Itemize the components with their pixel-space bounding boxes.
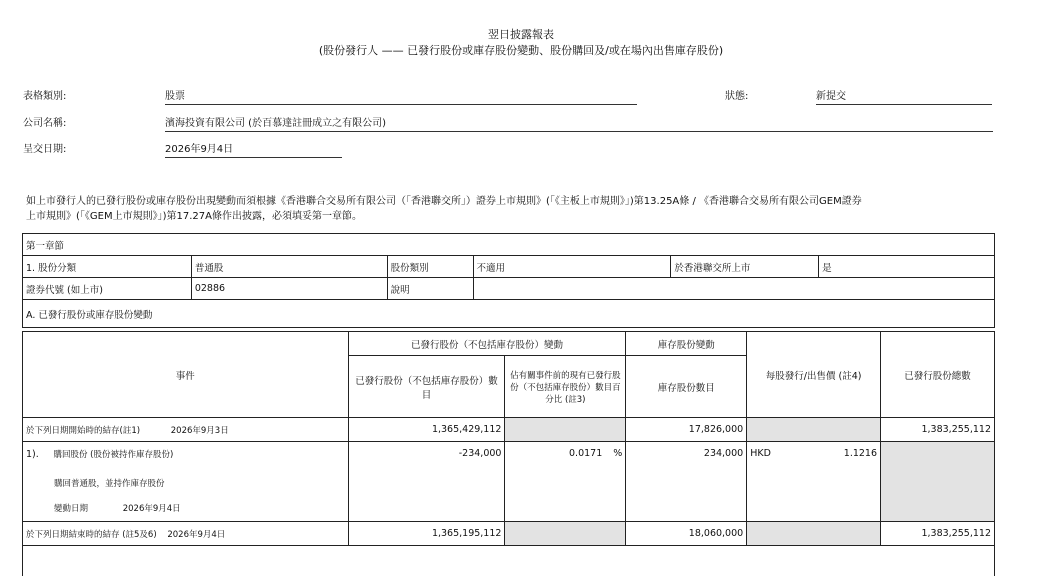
sectionA-title: A. 已發行股份或庫存股份變動 — [23, 300, 995, 328]
opening-balance-row — [23, 418, 995, 442]
header-event: 事件 — [23, 332, 349, 418]
change-date-label: 變動日期 — [54, 504, 89, 514]
change-date: 2026年9月4日 — [122, 504, 181, 514]
closing-date: 2026年9月4日 — [167, 529, 226, 540]
header-issued-group: 已發行股份（不包括庫存股份）變動 — [348, 332, 626, 356]
closing-treasury: 18,060,000 — [626, 522, 747, 546]
event-price-cell — [747, 442, 881, 522]
event-number: 1). — [26, 449, 39, 460]
form-type-value: 股票 — [165, 87, 637, 105]
event-price: 1.1216 — [843, 448, 878, 459]
header-issued-pct: 佔有關事件前的現有已發行股份（不包括庫存股份）數目百分比 (註3) — [505, 356, 626, 418]
section1-title: 第一章節 — [23, 234, 995, 256]
stock-code-value: 02886 — [191, 278, 387, 300]
event-treasury: 234,000 — [626, 442, 747, 522]
opening-label: 於下列日期開始時的結存(註1) — [26, 425, 141, 436]
listed-label: 於香港聯交所上市 — [671, 256, 819, 278]
opening-total: 1,383,255,112 — [881, 418, 995, 442]
closing-pct-blank — [505, 522, 626, 546]
opening-label-cell — [23, 418, 349, 442]
stock-code-label: 證券代號 (如上市) — [23, 278, 192, 300]
event-row — [23, 442, 995, 522]
header-treasury-group: 庫存股份變動 — [626, 332, 747, 356]
date-label: 呈交日期: — [23, 144, 67, 155]
closing-issued: 1,365,195,112 — [348, 522, 505, 546]
event-desc-cell — [23, 442, 349, 522]
header-issued-count: 已發行股份（不包括庫存股份）數目 — [348, 356, 505, 418]
date-value: 2026年9月4日 — [165, 140, 342, 158]
header-price: 每股發行/出售價 (註4) — [747, 332, 881, 418]
form-type-label: 表格類別: — [23, 91, 67, 102]
company-value: 濱海投資有限公司 (於百慕達註冊成立之有限公司) — [165, 114, 993, 132]
status-value: 新提交 — [816, 87, 992, 105]
share-class-label: 1. 股份分類 — [23, 256, 192, 278]
closing-total: 1,383,255,112 — [881, 522, 995, 546]
closing-balance-row — [23, 522, 995, 546]
header-treasury-count: 庫存股份數目 — [626, 356, 747, 418]
event-currency: HKD — [750, 448, 771, 459]
opening-issued: 1,365,429,112 — [348, 418, 505, 442]
event-description-2: 購回普通股，並持作庫存股份 — [54, 479, 165, 489]
opening-date: 2026年9月3日 — [170, 425, 229, 436]
share-type-value: 不適用 — [473, 256, 671, 278]
closing-label: 於下列日期結束時的結存 (註5及6) — [26, 529, 157, 540]
event-pct: 0.0171 — [569, 448, 603, 459]
description-label: 說明 — [387, 278, 473, 300]
event-pct-cell — [505, 442, 626, 522]
closing-label-cell — [23, 522, 349, 546]
page-subtitle: (股份發行人 —— 已發行股份或庫存股份變動、股份購回及/或在場內出售庫存股份) — [318, 44, 724, 57]
description-value — [473, 278, 994, 300]
page-title: 翌日披露報表 — [488, 28, 554, 41]
listed-value: 是 — [819, 256, 995, 278]
event-total-blank — [881, 442, 995, 522]
event-description: 購回股份 (股份被持作庫存股份) — [53, 450, 174, 460]
next-section-start — [23, 546, 995, 576]
movement-table — [22, 331, 995, 576]
event-issued: -234,000 — [348, 442, 505, 522]
intro-line-2: 上市規則》(「《GEM上市規則》」)第17.27A條作出披露，必須填妥第一章節。 — [26, 211, 362, 222]
status-label: 狀態: — [725, 91, 749, 102]
opening-treasury: 17,826,000 — [626, 418, 747, 442]
share-class-value: 普通股 — [191, 256, 387, 278]
section1-table — [22, 233, 995, 328]
intro-line-1: 如上市發行人的已發行股份或庫存股份出現變動而須根據《香港聯合交易所有限公司（「香港聯交所」）證券上市規則》(「《主板上市規則》」)第13.25A條 / 《香港聯合交易所有限公司GEM證券 — [26, 196, 862, 207]
closing-price-blank — [747, 522, 881, 546]
opening-price-blank — [747, 418, 881, 442]
event-pct-unit: % — [613, 448, 623, 459]
header-total: 已發行股份總數 — [881, 332, 995, 418]
share-type-label: 股份類別 — [387, 256, 473, 278]
company-label: 公司名稱: — [23, 118, 67, 129]
opening-pct-blank — [505, 418, 626, 442]
